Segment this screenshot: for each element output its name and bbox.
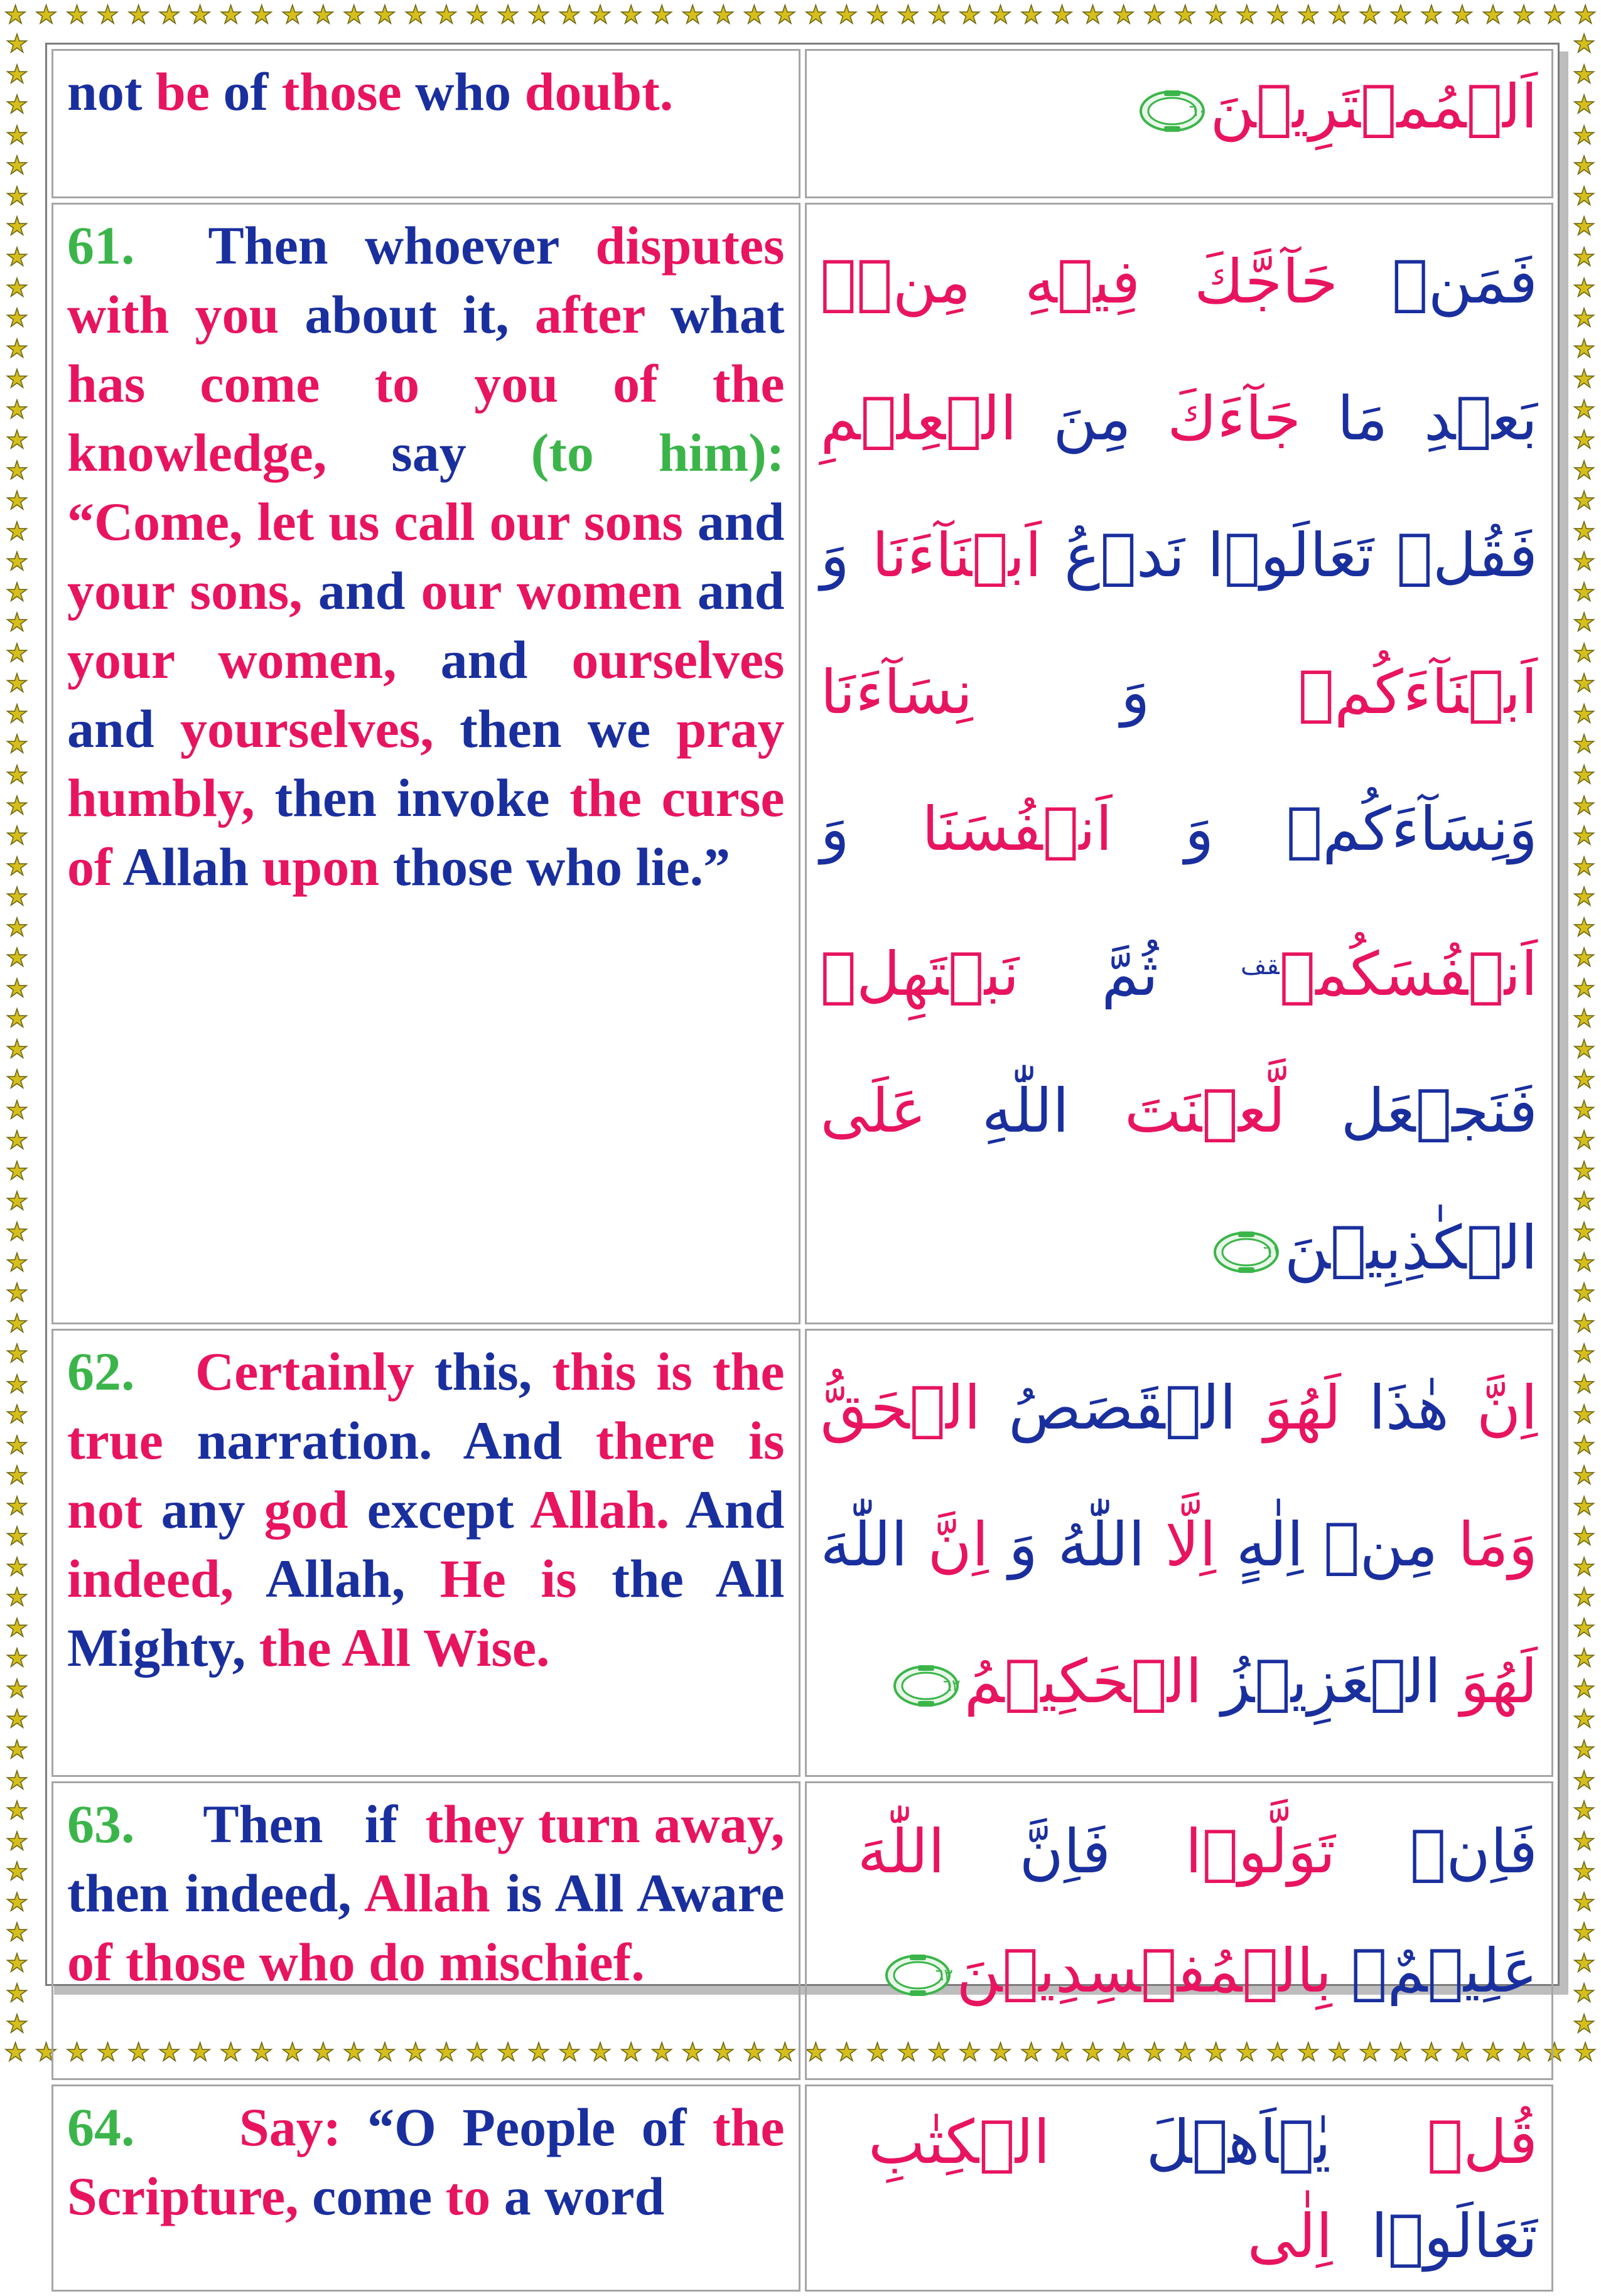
arabic-text-cell: فَمَنۡ حَآجَّكَ فِیۡهِ مِنۡۢ بَعۡدِ مَا جَآءَكَ مِنَ الۡعِلۡمِ فَقُلۡ تَعَالَوۡا نَدۡعُ اَبۡنَآءَنَا وَ اَبۡنَآءَكُمۡ وَ نِسَآءَنَا وَنِسَآءَكُمۡ وَ اَنۡفُسَنَا وَ اَنۡفُسَكُمۡ$^{قف}$ ثُمَّ نَبۡتَهِلۡ فَنَجۡعَل لَّعۡنَتَ اللّٰهِ عَلَى الۡكٰذِبِیۡنَ ٦١ bbox=[805, 203, 1554, 1324]
star-icon: ★ bbox=[1573, 1583, 1595, 1612]
star-icon: ★ bbox=[1573, 1766, 1595, 1795]
star-icon: ★ bbox=[1235, 2040, 1258, 2067]
star-icon: ★ bbox=[6, 1065, 28, 1095]
star-icon: ★ bbox=[620, 2040, 643, 2067]
star-icon: ★ bbox=[6, 212, 28, 242]
star-icon: ★ bbox=[1573, 181, 1595, 211]
star-icon: ★ bbox=[6, 60, 28, 89]
star-icon: ★ bbox=[1573, 1552, 1595, 1582]
star-icon: ★ bbox=[435, 3, 458, 30]
star-icon: ★ bbox=[188, 2040, 212, 2067]
star-icon: ★ bbox=[65, 2040, 89, 2067]
star-icon: ★ bbox=[6, 334, 28, 363]
star-icon: ★ bbox=[6, 242, 28, 272]
star-icon: ★ bbox=[1573, 1979, 1595, 2009]
star-icon: ★ bbox=[6, 1948, 28, 1978]
star-icon: ★ bbox=[1050, 2040, 1074, 2067]
star-icon: ★ bbox=[1573, 456, 1595, 485]
star-icon: ★ bbox=[835, 2040, 858, 2067]
star-icon: ★ bbox=[1143, 3, 1166, 30]
star-icon: ★ bbox=[1020, 3, 1043, 30]
star-icon: ★ bbox=[1573, 1918, 1595, 1948]
star-icon: ★ bbox=[1358, 3, 1381, 30]
star-icon: ★ bbox=[4, 2040, 27, 2067]
star-icon: ★ bbox=[6, 1248, 28, 1277]
verse-table bbox=[47, 45, 1558, 2296]
star-icon: ★ bbox=[1573, 791, 1595, 820]
star-icon: ★ bbox=[6, 181, 28, 211]
star-icon: ★ bbox=[1573, 121, 1595, 150]
ayah-end-marker-icon: ٦٣ bbox=[883, 1953, 952, 1998]
star-icon: ★ bbox=[373, 2040, 396, 2067]
star-icon: ★ bbox=[127, 2040, 150, 2067]
star-icon: ★ bbox=[1573, 304, 1595, 333]
star-icon: ★ bbox=[1482, 3, 1504, 30]
star-icon: ★ bbox=[6, 1461, 28, 1491]
star-icon: ★ bbox=[188, 3, 212, 30]
star-icon: ★ bbox=[6, 822, 28, 851]
translation-cell: not be of those who doubt. bbox=[51, 49, 800, 198]
star-icon: ★ bbox=[219, 3, 242, 30]
star-icon: ★ bbox=[1420, 2040, 1443, 2067]
star-icon: ★ bbox=[712, 3, 735, 30]
star-icon: ★ bbox=[1573, 1857, 1595, 1887]
star-icon: ★ bbox=[1573, 395, 1595, 424]
star-icon: ★ bbox=[6, 1095, 28, 1125]
star-icon: ★ bbox=[1573, 90, 1595, 120]
star-icon: ★ bbox=[6, 547, 28, 577]
star-icon: ★ bbox=[1573, 1095, 1595, 1125]
star-icon: ★ bbox=[1050, 3, 1074, 30]
star-icon: ★ bbox=[927, 3, 951, 30]
star-icon: ★ bbox=[989, 2040, 1012, 2067]
star-icon: ★ bbox=[6, 1918, 28, 1948]
star-icon: ★ bbox=[281, 3, 304, 30]
star-icon: ★ bbox=[527, 2040, 550, 2067]
star-icon: ★ bbox=[1573, 822, 1595, 851]
star-icon: ★ bbox=[1266, 2040, 1289, 2067]
star-icon: ★ bbox=[1543, 3, 1566, 30]
verse-row-60 bbox=[51, 49, 1553, 198]
star-icon: ★ bbox=[6, 730, 28, 759]
star-icon: ★ bbox=[6, 913, 28, 942]
star-icon: ★ bbox=[6, 426, 28, 455]
star-icon: ★ bbox=[1573, 1522, 1595, 1552]
star-icon: ★ bbox=[311, 2040, 335, 2067]
star-icon: ★ bbox=[1266, 3, 1289, 30]
star-icon: ★ bbox=[6, 121, 28, 150]
star-icon: ★ bbox=[958, 3, 981, 30]
star-icon: ★ bbox=[6, 1339, 28, 1369]
star-icon: ★ bbox=[311, 3, 335, 30]
star-icon: ★ bbox=[6, 90, 28, 120]
star-icon: ★ bbox=[6, 1187, 28, 1216]
star-icon: ★ bbox=[589, 3, 612, 30]
star-icon: ★ bbox=[6, 1979, 28, 2009]
star-icon: ★ bbox=[1573, 882, 1595, 912]
star-icon: ★ bbox=[6, 517, 28, 546]
star-icon: ★ bbox=[6, 852, 28, 881]
star-icon: ★ bbox=[6, 1857, 28, 1887]
star-icon: ★ bbox=[1573, 608, 1595, 638]
arabic-text-cell: اِنَّ هٰذَا لَهُوَ الۡقَصَصُ الۡحَقُّ وَمَا مِنۡ اِلٰهٍ اِلَّا اللّٰهُ وَ اِنَّ اللّٰهَ لَهُوَ الۡعَزِیۡزُ الۡحَكِیۡمُ ٦٢ bbox=[805, 1329, 1554, 1777]
star-icon: ★ bbox=[681, 2040, 704, 2067]
star-icon: ★ bbox=[1573, 1279, 1595, 1308]
star-icon: ★ bbox=[558, 3, 581, 30]
star-icon: ★ bbox=[1573, 1248, 1595, 1277]
star-border-right bbox=[1570, 29, 1598, 2040]
star-icon: ★ bbox=[6, 1613, 28, 1643]
star-icon: ★ bbox=[1573, 1339, 1595, 1369]
star-icon: ★ bbox=[1573, 638, 1595, 668]
star-icon: ★ bbox=[6, 577, 28, 607]
star-icon: ★ bbox=[404, 3, 427, 30]
star-icon: ★ bbox=[1573, 852, 1595, 881]
star-icon: ★ bbox=[1573, 1644, 1595, 1673]
star-icon: ★ bbox=[1327, 3, 1350, 30]
ayah-end-marker-icon: ٦٠ bbox=[1138, 89, 1207, 134]
star-icon: ★ bbox=[6, 761, 28, 790]
star-icon: ★ bbox=[1204, 3, 1227, 30]
star-icon: ★ bbox=[835, 3, 858, 30]
translation-cell: 62. Certainly this, this is the true narration. And there is not any god except Allah. And indeed, Allah, He is the All Mighty, the All Wise. bbox=[51, 1329, 800, 1777]
star-icon: ★ bbox=[1573, 1034, 1595, 1064]
star-icon: ★ bbox=[1143, 2040, 1166, 2067]
star-icon: ★ bbox=[6, 1552, 28, 1582]
star-icon: ★ bbox=[620, 3, 643, 30]
star-icon: ★ bbox=[712, 2040, 735, 2067]
star-icon: ★ bbox=[1573, 1309, 1595, 1338]
star-icon: ★ bbox=[1512, 3, 1535, 30]
star-icon: ★ bbox=[1573, 1491, 1595, 1521]
star-icon: ★ bbox=[1573, 1735, 1595, 1765]
star-icon: ★ bbox=[1573, 426, 1595, 455]
star-icon: ★ bbox=[1573, 334, 1595, 363]
star-icon: ★ bbox=[6, 1156, 28, 1186]
star-icon: ★ bbox=[6, 1126, 28, 1156]
star-icon: ★ bbox=[250, 3, 273, 30]
verse-row-62 bbox=[51, 1329, 1553, 1777]
star-icon: ★ bbox=[1573, 1705, 1595, 1734]
star-icon: ★ bbox=[281, 2040, 304, 2067]
verse-table-frame bbox=[45, 43, 1560, 2272]
star-icon: ★ bbox=[6, 1674, 28, 1703]
star-icon: ★ bbox=[1573, 913, 1595, 942]
star-icon: ★ bbox=[6, 30, 28, 59]
star-icon: ★ bbox=[6, 1796, 28, 1826]
star-icon: ★ bbox=[6, 1217, 28, 1247]
verse-row-64 bbox=[51, 2084, 1553, 2292]
star-icon: ★ bbox=[6, 456, 28, 485]
star-icon: ★ bbox=[435, 2040, 458, 2067]
star-icon: ★ bbox=[6, 669, 28, 699]
star-icon: ★ bbox=[6, 699, 28, 729]
star-icon: ★ bbox=[1389, 3, 1412, 30]
star-icon: ★ bbox=[1573, 1827, 1595, 1856]
arabic-text-cell: قُلۡ یٰۤاَهۡلَ الۡكِتٰبِ تَعَالَوۡا اِلٰى bbox=[805, 2084, 1554, 2292]
star-icon: ★ bbox=[127, 3, 150, 30]
star-icon: ★ bbox=[1081, 3, 1104, 30]
star-icon: ★ bbox=[1573, 547, 1595, 577]
star-icon: ★ bbox=[6, 1735, 28, 1765]
star-icon: ★ bbox=[1296, 3, 1320, 30]
star-icon: ★ bbox=[1573, 669, 1595, 699]
star-icon: ★ bbox=[1112, 3, 1135, 30]
star-icon: ★ bbox=[250, 2040, 273, 2067]
star-icon: ★ bbox=[6, 365, 28, 394]
star-icon: ★ bbox=[1482, 2040, 1504, 2067]
star-icon: ★ bbox=[65, 3, 89, 30]
star-icon: ★ bbox=[6, 1644, 28, 1673]
star-icon: ★ bbox=[6, 638, 28, 668]
star-icon: ★ bbox=[1573, 30, 1595, 59]
star-icon: ★ bbox=[466, 3, 488, 30]
star-icon: ★ bbox=[774, 2040, 797, 2067]
star-icon: ★ bbox=[958, 2040, 981, 2067]
star-icon: ★ bbox=[6, 882, 28, 912]
star-icon: ★ bbox=[342, 3, 365, 30]
star-icon: ★ bbox=[219, 2040, 242, 2067]
star-icon: ★ bbox=[6, 1034, 28, 1064]
star-icon: ★ bbox=[1420, 3, 1443, 30]
star-icon: ★ bbox=[897, 2040, 920, 2067]
star-icon: ★ bbox=[6, 608, 28, 638]
star-icon: ★ bbox=[1573, 151, 1595, 181]
star-icon: ★ bbox=[743, 3, 766, 30]
star-icon: ★ bbox=[1451, 2040, 1474, 2067]
star-icon: ★ bbox=[6, 273, 28, 303]
star-icon: ★ bbox=[1573, 1400, 1595, 1430]
star-icon: ★ bbox=[1573, 1613, 1595, 1643]
star-icon: ★ bbox=[1235, 3, 1258, 30]
star-icon: ★ bbox=[4, 3, 27, 30]
star-icon: ★ bbox=[1573, 577, 1595, 607]
star-icon: ★ bbox=[989, 3, 1012, 30]
pause-sign: قف bbox=[1241, 952, 1280, 980]
star-icon: ★ bbox=[1573, 2009, 1595, 2039]
ayah-end-marker-icon: ٦٢ bbox=[892, 1663, 961, 1709]
star-icon: ★ bbox=[6, 151, 28, 181]
star-icon: ★ bbox=[1573, 1065, 1595, 1095]
translation-cell: 63. Then if they turn away, then indeed, Allah is All Aware of those who do mischief. bbox=[51, 1781, 800, 2080]
star-icon: ★ bbox=[1451, 3, 1474, 30]
star-icon: ★ bbox=[681, 3, 704, 30]
star-icon: ★ bbox=[497, 2040, 519, 2067]
star-icon: ★ bbox=[6, 1309, 28, 1338]
arabic-text-cell: فَاِنۡ تَوَلَّوۡا فَاِنَّ اللّٰهَ عَلِیۡمٌۢ بِالۡمُفۡسِدِیۡنَ ٦٣ bbox=[805, 1781, 1554, 2080]
translation-cell: 64. Say: “O People of the Scripture, come to a word bbox=[51, 2084, 800, 2292]
star-icon: ★ bbox=[6, 1491, 28, 1521]
star-icon: ★ bbox=[1573, 1796, 1595, 1826]
star-icon: ★ bbox=[1112, 2040, 1135, 2067]
star-border-top bbox=[0, 3, 1601, 31]
star-icon: ★ bbox=[6, 1705, 28, 1734]
star-icon: ★ bbox=[1573, 943, 1595, 973]
star-icon: ★ bbox=[1020, 2040, 1043, 2067]
star-icon: ★ bbox=[804, 2040, 827, 2067]
star-icon: ★ bbox=[1358, 2040, 1381, 2067]
star-icon: ★ bbox=[6, 486, 28, 516]
star-icon: ★ bbox=[1573, 1126, 1595, 1156]
star-icon: ★ bbox=[96, 3, 119, 30]
star-icon: ★ bbox=[1573, 517, 1595, 546]
star-icon: ★ bbox=[466, 2040, 488, 2067]
star-icon: ★ bbox=[1573, 1948, 1595, 1978]
star-icon: ★ bbox=[6, 791, 28, 820]
star-icon: ★ bbox=[6, 1766, 28, 1795]
star-icon: ★ bbox=[6, 974, 28, 1003]
star-icon: ★ bbox=[558, 2040, 581, 2067]
star-icon: ★ bbox=[1204, 2040, 1227, 2067]
translation-cell: 61. Then whoever disputes with you about it, after what has come to you of the knowledge, say (to him): “Come, let us call our sons and your sons, and our women and your women, and ourselves and yourselves, then we pray humbly, then invoke the curse of Allah upon those who lie.” bbox=[51, 203, 800, 1324]
star-icon: ★ bbox=[743, 2040, 766, 2067]
star-icon: ★ bbox=[1573, 1187, 1595, 1216]
star-icon: ★ bbox=[6, 1522, 28, 1552]
star-icon: ★ bbox=[1573, 1004, 1595, 1034]
star-border-left bbox=[3, 29, 31, 2040]
star-icon: ★ bbox=[35, 3, 58, 30]
star-icon: ★ bbox=[1573, 1430, 1595, 1460]
star-icon: ★ bbox=[1573, 1217, 1595, 1247]
star-icon: ★ bbox=[1327, 2040, 1350, 2067]
star-icon: ★ bbox=[6, 1430, 28, 1460]
star-icon: ★ bbox=[1573, 730, 1595, 759]
star-icon: ★ bbox=[1081, 2040, 1104, 2067]
star-icon: ★ bbox=[1573, 212, 1595, 242]
star-icon: ★ bbox=[1296, 2040, 1320, 2067]
star-icon: ★ bbox=[1573, 974, 1595, 1003]
star-icon: ★ bbox=[1573, 365, 1595, 394]
star-icon: ★ bbox=[6, 1583, 28, 1612]
star-icon: ★ bbox=[497, 3, 519, 30]
star-icon: ★ bbox=[589, 2040, 612, 2067]
star-icon: ★ bbox=[774, 3, 797, 30]
star-icon: ★ bbox=[804, 3, 827, 30]
star-icon: ★ bbox=[6, 1279, 28, 1308]
star-icon: ★ bbox=[1543, 2040, 1566, 2067]
star-icon: ★ bbox=[373, 3, 396, 30]
star-icon: ★ bbox=[1574, 2040, 1597, 2067]
arabic-text-cell: اَلۡمُمۡتَرِیۡنَ ٦٠ bbox=[805, 49, 1554, 198]
verse-row-61 bbox=[51, 203, 1553, 1324]
star-icon: ★ bbox=[1389, 2040, 1412, 2067]
star-icon: ★ bbox=[6, 943, 28, 973]
star-icon: ★ bbox=[158, 2040, 181, 2067]
star-icon: ★ bbox=[158, 3, 181, 30]
star-icon: ★ bbox=[1573, 1156, 1595, 1186]
star-icon: ★ bbox=[6, 1400, 28, 1430]
star-icon: ★ bbox=[6, 1004, 28, 1034]
star-icon: ★ bbox=[1573, 60, 1595, 89]
star-icon: ★ bbox=[650, 3, 674, 30]
star-icon: ★ bbox=[96, 2040, 119, 2067]
star-icon: ★ bbox=[404, 2040, 427, 2067]
star-icon: ★ bbox=[866, 2040, 889, 2067]
star-icon: ★ bbox=[1573, 1461, 1595, 1491]
star-icon: ★ bbox=[1573, 699, 1595, 729]
ayah-end-marker-icon: ٦١ bbox=[1212, 1230, 1281, 1275]
star-icon: ★ bbox=[866, 3, 889, 30]
star-icon: ★ bbox=[6, 304, 28, 333]
verse-row-63 bbox=[51, 1781, 1553, 2080]
star-icon: ★ bbox=[1573, 273, 1595, 303]
star-icon: ★ bbox=[1573, 242, 1595, 272]
star-icon: ★ bbox=[35, 2040, 58, 2067]
star-icon: ★ bbox=[1573, 1674, 1595, 1703]
star-icon: ★ bbox=[6, 1370, 28, 1399]
star-icon: ★ bbox=[1574, 3, 1597, 30]
star-icon: ★ bbox=[1512, 2040, 1535, 2067]
star-icon: ★ bbox=[527, 3, 550, 30]
star-icon: ★ bbox=[6, 395, 28, 424]
star-icon: ★ bbox=[1573, 761, 1595, 790]
star-icon: ★ bbox=[927, 2040, 951, 2067]
star-icon: ★ bbox=[6, 1887, 28, 1917]
star-icon: ★ bbox=[1573, 1887, 1595, 1917]
star-icon: ★ bbox=[1173, 3, 1197, 30]
star-icon: ★ bbox=[897, 3, 920, 30]
star-icon: ★ bbox=[6, 1827, 28, 1856]
star-icon: ★ bbox=[342, 2040, 365, 2067]
star-icon: ★ bbox=[6, 2009, 28, 2039]
star-icon: ★ bbox=[1573, 486, 1595, 516]
star-icon: ★ bbox=[1173, 2040, 1197, 2067]
star-icon: ★ bbox=[1573, 1370, 1595, 1399]
star-icon: ★ bbox=[650, 2040, 674, 2067]
